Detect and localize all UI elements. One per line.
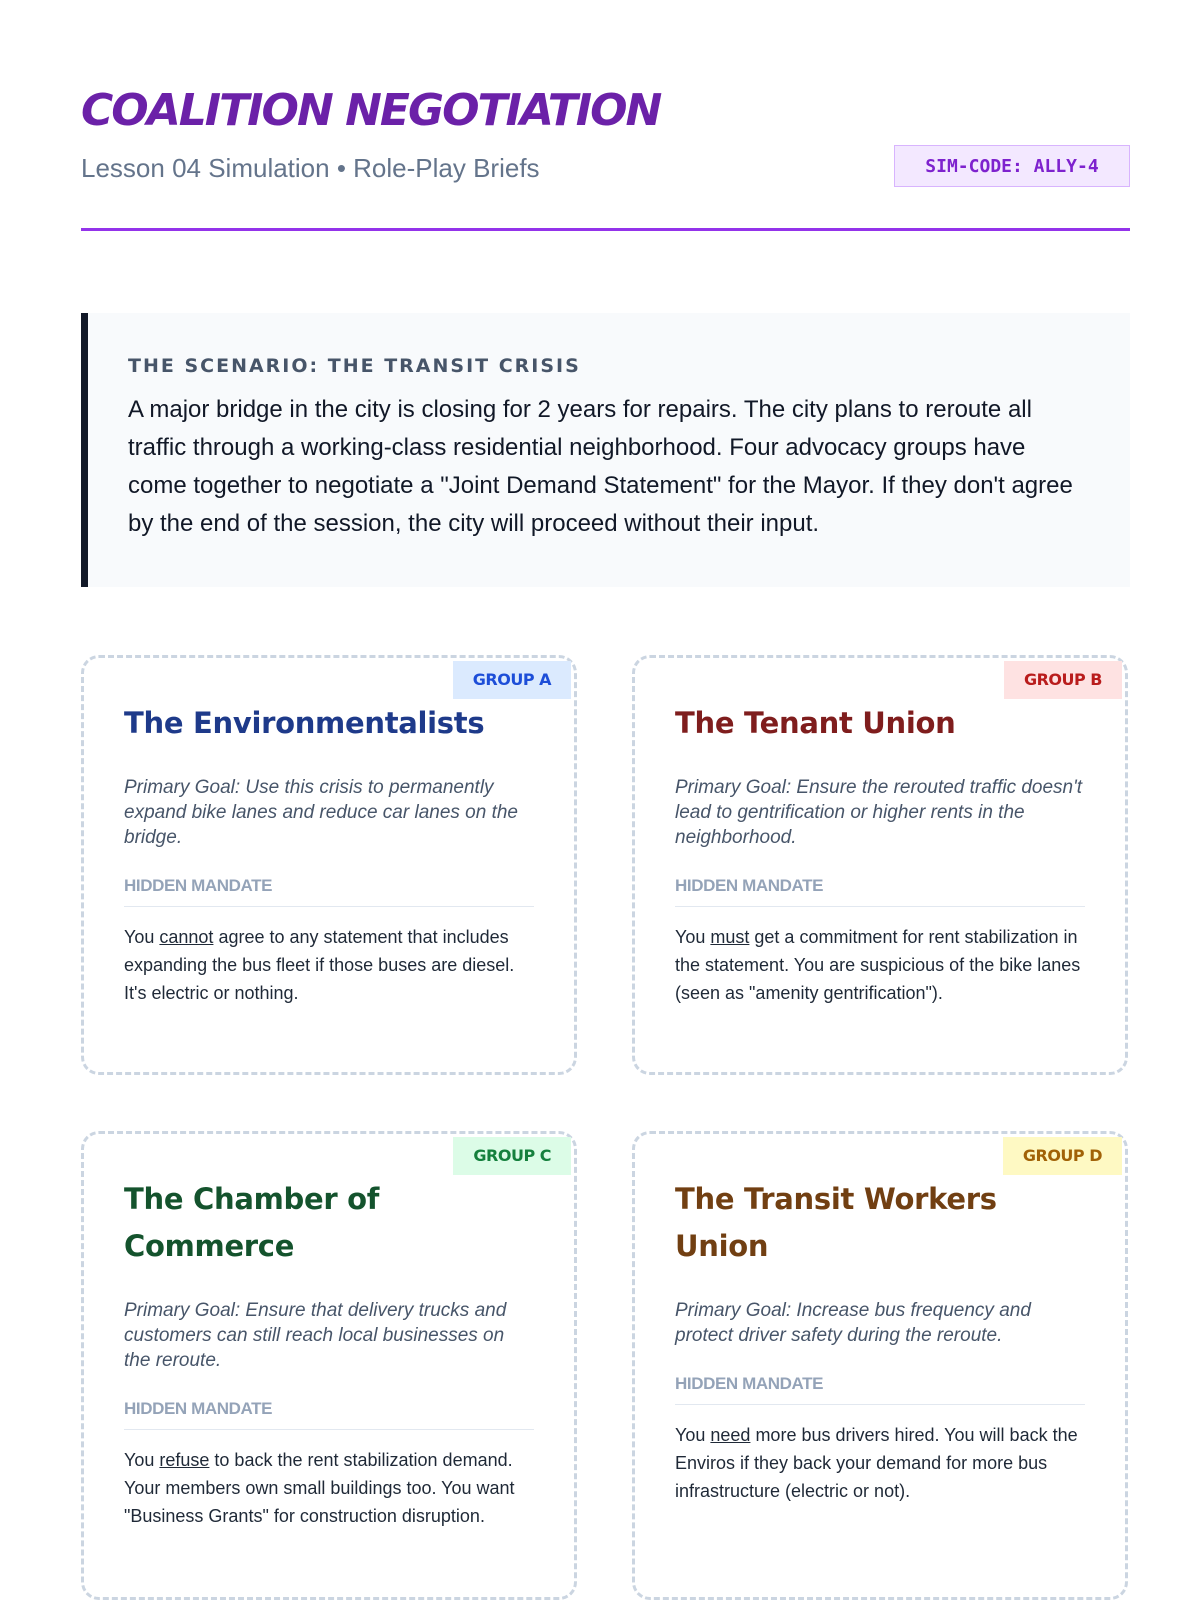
group-title: The Tenant Union [675,706,956,740]
group-badge: GROUP B [1004,661,1122,699]
hidden-mandate-label: HIDDEN MANDATE [124,1399,534,1430]
hidden-mandate-text [124,1446,534,1530]
header-divider [81,228,1130,231]
page-title: COALITION NEGOTIATION [81,85,661,136]
hidden-mandate-text [124,923,534,1007]
hidden-mandate-text [675,1421,1085,1505]
mandate-pre: You [675,1425,711,1445]
scenario-box [81,313,1130,587]
page-subtitle: Lesson 04 Simulation • Role-Play Briefs [81,153,540,183]
scenario-text: A major bridge in the city is closing for 2 years for repairs. The city plans to reroute all traffic through a working-class residential neighborhood. Four advocacy groups have come together to negotiate a "Joint Demand Statement" for the Mayor. If they don't agree by the end of the session, the city will proceed without their input. [128,396,1073,537]
group-title: The Chamber of Commerce [124,1182,380,1263]
mandate-keyword: cannot [159,927,214,947]
primary-goal: Primary Goal: Use this crisis to permanently expand bike lanes and reduce car lanes on the bridge. [124,777,518,848]
hidden-mandate-label: HIDDEN MANDATE [124,876,534,907]
primary-goal: Primary Goal: Increase bus frequency and protect driver safety during the reroute. [675,1300,1031,1346]
primary-goal: Primary Goal: Ensure that delivery trucks and customers can still reach local businesses on the reroute. [124,1300,507,1371]
mandate-post: to back the rent stabilization demand. Your members own small buildings too. You want "Business Grants" for construction disruption. [124,1450,515,1526]
group-card-transit-workers-union [632,1131,1128,1600]
mandate-pre: You [124,1450,160,1470]
group-card-chamber-of-commerce [81,1131,577,1600]
group-badge: GROUP D [1003,1137,1122,1175]
scenario-label: THE SCENARIO: THE TRANSIT CRISIS [128,355,581,377]
group-badge: GROUP C [453,1137,571,1175]
mandate-post: more bus drivers hired. You will back the Enviros if they back your demand for more bus infrastructure (electric or not). [675,1425,1078,1501]
mandate-keyword: refuse [159,1450,210,1470]
mandate-post: agree to any statement that includes expanding the bus fleet if those buses are diesel. It's electric or nothing. [124,927,515,1003]
mandate-keyword: must [710,927,750,947]
group-title: The Transit Workers Union [675,1182,997,1263]
mandate-pre: You [124,927,160,947]
group-badge: GROUP A [453,661,571,699]
hidden-mandate-label: HIDDEN MANDATE [675,876,1085,907]
group-card-environmentalists [81,655,577,1075]
sim-code-badge: SIM-CODE: ALLY-4 [894,145,1130,187]
hidden-mandate-label: HIDDEN MANDATE [675,1374,1085,1405]
mandate-post: get a commitment for rent stabilization in the statement. You are suspicious of the bike lanes (seen as "amenity gentrification"). [675,927,1081,1003]
hidden-mandate-text [675,923,1085,1007]
group-card-tenant-union [632,655,1128,1075]
group-title: The Environmentalists [124,706,485,740]
mandate-keyword: need [710,1425,751,1445]
primary-goal: Primary Goal: Ensure the rerouted traffic doesn't lead to gentrification or higher rents in the neighborhood. [675,777,1083,848]
mandate-pre: You [675,927,711,947]
